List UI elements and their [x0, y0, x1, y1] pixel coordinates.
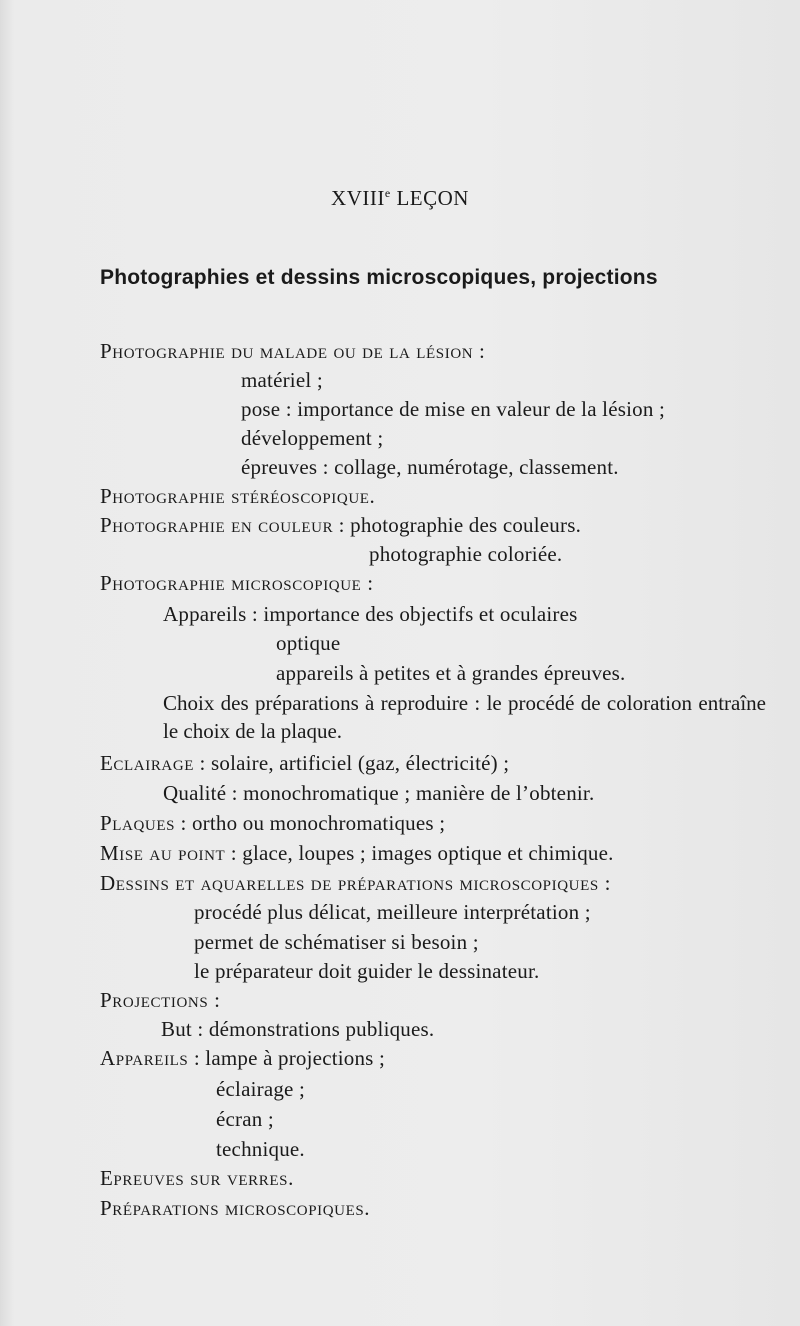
- section-text: : glace, loupes ; images optique et chimique.: [225, 841, 614, 865]
- section-mise-au-point: [100, 839, 614, 867]
- section-label: Photographie en couleur: [100, 513, 334, 537]
- section-label: Appareils: [100, 1046, 189, 1070]
- section-label: Mise au point: [100, 841, 226, 865]
- lesson-numeral: XVIII: [331, 186, 385, 210]
- item-epreuves: épreuves : collage, numérotage, classement.: [241, 455, 619, 479]
- section-text: : lampe à projections ;: [188, 1046, 386, 1070]
- lesson-numeral-suffix: e: [384, 186, 391, 200]
- section-text: : photographie des couleurs.: [333, 513, 582, 537]
- chapter-heading: Photographies et dessins microscopiques, projections: [100, 266, 658, 289]
- item-qualite: Qualité : monochromatique ; manière de l’obtenir.: [163, 781, 595, 805]
- item-ecran: écran ;: [216, 1107, 274, 1131]
- item-developpement: développement ;: [241, 426, 384, 450]
- item-appareils-epreuves: appareils à petites et à grandes épreuves.: [276, 661, 626, 685]
- item-procede: procédé plus délicat, meilleure interprétation ;: [194, 900, 591, 924]
- section-epreuves-verres: Epreuves sur verres.: [100, 1166, 294, 1190]
- section-preparations-microscopiques: Préparations microscopiques.: [100, 1196, 371, 1220]
- item-permet: permet de schématiser si besoin ;: [194, 930, 479, 954]
- item-technique: technique.: [216, 1137, 305, 1161]
- item-appareils-objectifs: Appareils : importance des objectifs et oculaires: [163, 602, 578, 626]
- item-but: But : démonstrations publiques.: [161, 1017, 435, 1041]
- section-label: Eclairage: [100, 751, 195, 775]
- section-eclairage: [100, 749, 509, 777]
- item-photographie-coloriee: photographie coloriée.: [369, 542, 563, 566]
- section-text: : solaire, artificiel (gaz, électricité) ;: [194, 751, 510, 775]
- section-text: : ortho ou monochromatiques ;: [175, 811, 446, 835]
- section-appareils: [100, 1044, 385, 1072]
- lesson-title: [0, 186, 800, 211]
- section-photographie-couleur: [100, 511, 581, 539]
- item-materiel: matériel ;: [241, 368, 323, 392]
- item-optique: optique: [276, 631, 341, 655]
- section-photographie-microscopique: Photographie microscopique :: [100, 571, 374, 595]
- section-dessins-aquarelles: Dessins et aquarelles de préparations microscopiques :: [100, 871, 612, 895]
- lesson-word: LEÇON: [396, 186, 469, 210]
- section-photographie-malade: Photographie du malade ou de la lésion :: [100, 339, 486, 363]
- section-projections: Projections :: [100, 988, 221, 1012]
- item-eclairage: éclairage ;: [216, 1077, 306, 1101]
- section-photographie-stereoscopique: Photographie stéréoscopique.: [100, 484, 376, 508]
- item-choix-preparations: Choix des préparations à reproduire : le procédé de coloration entraîne le choix de la plaque.: [163, 691, 766, 743]
- section-label: Plaques: [100, 811, 176, 835]
- section-plaques: [100, 809, 445, 837]
- item-pose: pose : importance de mise en valeur de la lésion ;: [241, 397, 666, 421]
- item-preparateur: le préparateur doit guider le dessinateur.: [194, 959, 540, 983]
